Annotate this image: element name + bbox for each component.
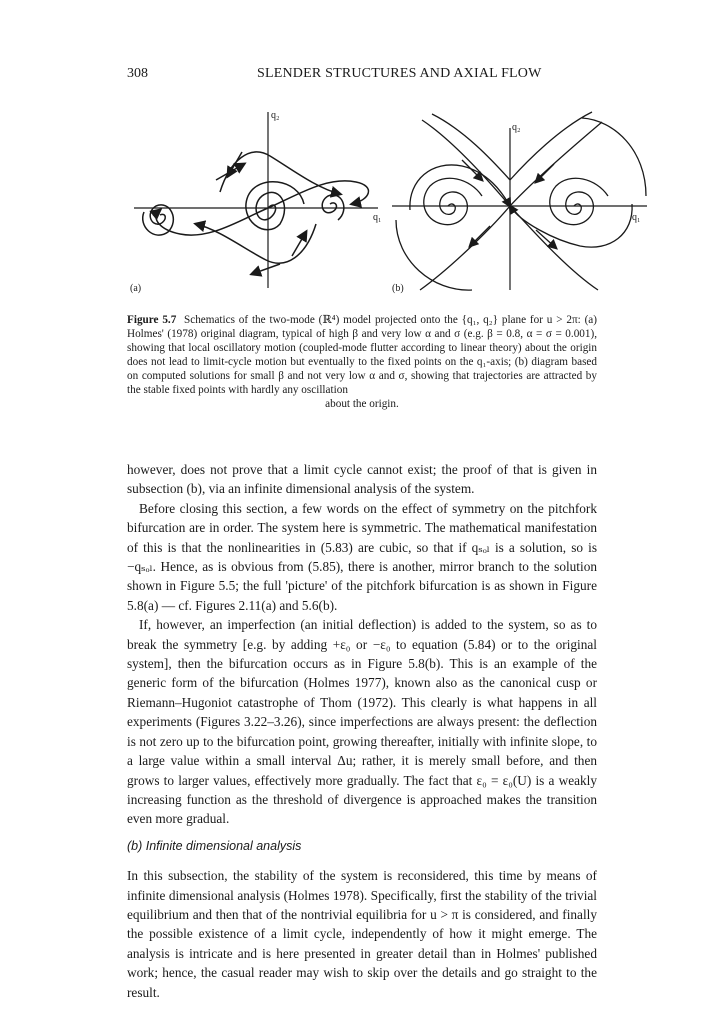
axis-label-q2-b: q₂: [512, 122, 521, 133]
phase-portrait-b: [392, 100, 652, 300]
orbit-right-loop-a: [196, 224, 316, 263]
separatrix-a-3: [292, 232, 306, 256]
phase-portrait-a: [120, 100, 390, 300]
separatrix-b-se: [510, 206, 598, 290]
subsection-heading: (b) Infinite dimensional analysis: [127, 838, 302, 853]
body-text: [127, 460, 597, 1002]
paragraph-1: however, does not prove that a limit cycle cannot exist; the proof of that is given in subsection (b), via an infinite dimensional analysis of the system.: [127, 462, 597, 497]
page-number: 308: [127, 66, 148, 81]
separatrix-b-sw: [420, 206, 510, 290]
axis-label-q1-a: q₁: [373, 212, 382, 223]
caption-label: Figure 5.7: [127, 314, 177, 326]
central-spiral-a: [246, 182, 304, 230]
axis-label-q1-b: q₁: [632, 212, 641, 223]
arrow-b-2: [536, 164, 554, 182]
left-outer-b: [410, 165, 510, 210]
figure-5-7: [120, 100, 660, 300]
separatrix-b-ne: [510, 122, 602, 206]
left-spiral-b: [424, 178, 482, 224]
separatrix-a-2: [228, 152, 242, 176]
paragraph-4: In this subsection, the stability of the system is reconsidered, this time by means of infinite dimensional analysis (Holmes 1978). Specifically, first the stability of the trivial equilibrium and then that of the nontrivial equilibria for u > π is considered, and finally the possible existence of a limit cycle, independently of how it might emerge. The analysis is intricate and is here presented in greater detail than in Holmes' published work; hence, the casual reader may wish to skip over the details and go straight to the result.: [127, 868, 597, 1000]
axis-label-q2-a: q₂: [271, 110, 280, 121]
right-spiral-b: [550, 178, 608, 224]
outer-curve-b-right: [582, 118, 646, 196]
caption-text: Schematics of the two-mode (ℝ⁴) model projected onto the {q₁, q₂} plane for u > 2π: (a) Holmes' (1978) original diagram, typical of high β and very low α and σ (e.g. β = 0.8, α = σ = 0.001), showing that local oscillatory motion (coupled-mode flutter according to linear theory) about the origin does not lead to limit-cycle motion but eventually to the fixed points on the q₁-axis; (b) diagram based on computed solutions for small β and not very low α and σ, showing that trajectories are attracted by the stable fixed points with hardly any oscillation: [127, 314, 597, 396]
separatrix-b-nw: [422, 120, 510, 206]
page-header: [127, 66, 597, 88]
paragraph-2: Before closing this section, a few words on the effect of symmetry on the pitchfork bifurcation are in order. The system here is symmetric. The mathematical manifestation of this is that the nonlinearities in (5.83) are cubic, so that if qₛₒₗ is a solution, so is −qₛₒₗ. Hence, as is obvious from (5.85), there is another, mirror branch to the solution shown in Figure 5.5; the full 'picture' of the pitchfork bifurcation is as shown in Figure 5.8(a) — cf. Figures 2.11(a) and 5.6(b).: [127, 500, 597, 613]
paragraph-3: If, however, an imperfection (an initial deflection) is added to the system, so as to break the symmetry [e.g. by adding +ε₀ or −ε₀ to equation (5.84) or to the original system], then the bifurcation occurs as in Figure 5.8(b). This is an example of the generic form of the bifurcation (Holmes 1977), known also as the canonical cusp or Riemann–Hugoniot catastrophe of Thom (1972). This clearly is what happens in all experiments (Figures 3.22–3.26), since imperfections are always present: the deflection is not zero up to the bifurcation point, growing thereafter, initially with infinite slope, to a large value within a small interval Δu; rather, it is merely small before, and then grows to larger values, effectively more gradually. The fact that ε₀ = ε₀(U) is a weakly increasing function as the threshold of divergence is approached makes the transition even more gradual.: [127, 617, 597, 827]
separatrix-a-4: [252, 264, 280, 274]
caption-last-line: about the origin.: [325, 398, 399, 410]
arrow-b-3: [470, 226, 490, 246]
panel-label-b: (b): [392, 283, 404, 294]
figure-caption: [127, 313, 597, 411]
running-head: SLENDER STRUCTURES AND AXIAL FLOW: [257, 66, 542, 81]
panel-label-a: (a): [130, 283, 142, 294]
